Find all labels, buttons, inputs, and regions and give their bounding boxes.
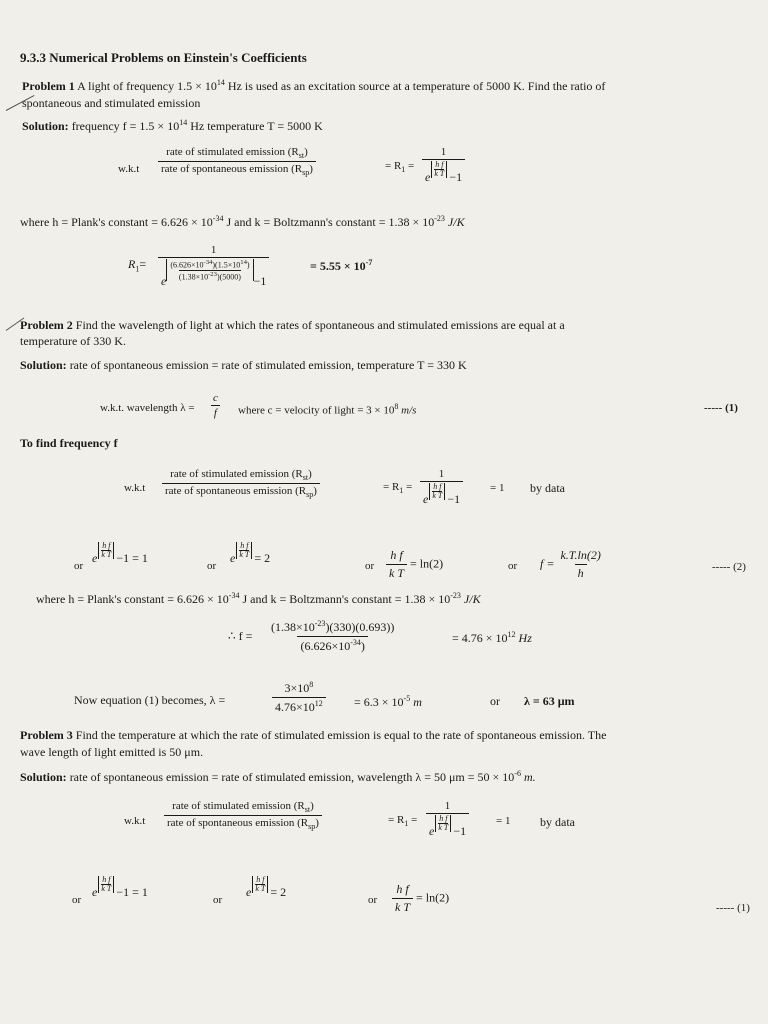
r1-equals-3: = $R_1$ = — [388, 814, 418, 829]
or-6: or — [72, 894, 82, 906]
equals-one-3: = 1 — [496, 815, 511, 827]
problem-3-label: Problem 3 — [20, 728, 73, 742]
exp-fraction-2: 1 e h f k T −1 — [420, 468, 463, 507]
hf-over-kt: $\frac{\text{h f}}{\text{k T}}$ = ln(2) — [386, 548, 443, 581]
exp-chain-2: e $\frac{\text{h f}}{\text{k T}}$ = 2 — [230, 541, 271, 565]
exp-fraction-1: 1 e h f k T −1 — [422, 146, 465, 185]
lambda-fraction: $\frac{3\times 10^8}{4.76\times 10^{12}}$ — [272, 680, 326, 715]
problem-3-solution: Solution: rate of spontaneous emission = rate of stimulated emission, wavelength λ = 50 $\mu m = 50 \times 10^{-6}$ m. — [20, 769, 536, 784]
exp-chain-1: e h f k T −1 = 1 — [92, 541, 148, 565]
problem-1-label: Problem 1 — [22, 79, 75, 93]
problem-2-label: Problem 2 — [20, 318, 73, 332]
hf-over-kt-3: $\frac{\text{h f}}{\text{k T}}$ = ln(2) — [392, 882, 449, 915]
problem-3-statement: Problem 3 Find the temperature at which the rate of stimulated emission is equal to the rate of spontaneous emission. The — [20, 728, 607, 742]
problem-2-solution: Solution: rate of spontaneous emission = rate of stimulated emission, temperature T = 330 K — [20, 358, 467, 372]
f-result: = $4.76 \times 10^{12}$ Hz — [452, 630, 532, 645]
f-formula: f = $\frac{k.T.\ln(2)}{h}$ — [540, 548, 601, 580]
exp-chain-3: e h f k T −1 = 1 — [92, 875, 148, 899]
r1-equals-2: = $R_1$ = — [383, 481, 413, 496]
problem-3-statement-cont: wave length of light emitted is 50 μm. — [20, 745, 204, 759]
section-heading: 9.3.3 Numerical Problems on Einstein's Coefficients — [20, 50, 307, 65]
equals-one: = 1 — [490, 482, 505, 494]
constants-line-1: where h = Plank's constant = $6.626 \times 10^{-34}$ J and k = Boltzmann's constant = $1.38 \times 10^{-23}$ J/K — [20, 214, 465, 229]
wavelength-relation: w.k.t. wavelength λ = — [100, 402, 195, 414]
exp-fraction-3: 1 e h f k T −1 — [426, 800, 469, 839]
problem-2-statement: Problem 2 Find the wavelength of light at which the rates of spontaneous and stimulated emissions are equal at a — [20, 318, 565, 332]
or-7: or — [213, 894, 223, 906]
r1-calc-label: $R_1=$ — [128, 257, 147, 274]
ratio-formula-2: $\frac{rate of stimulated emission (R_{st})}{rate of spontaneous emission (R_{sp})}$ — [162, 468, 320, 499]
problem-1-statement: Problem 1 A light of frequency $1.5 \times 10^{14}$ Hz is used as an excitation source at a temperature of 5000 K. Find the ratio of — [22, 78, 606, 93]
problem-1-solution: Solution: frequency $f = 1.5 \times 10^{14}$ Hz temperature T = 5000 K — [22, 118, 323, 133]
or-2: or — [207, 560, 217, 572]
problem-1-statement-cont: spontaneous and stimulated emission — [22, 96, 201, 110]
equation-number-1: ----- (1) — [704, 402, 738, 414]
lambda-result: = $6.3 \times 10^{-5}$ m — [354, 694, 422, 709]
by-data-label: by data — [530, 481, 565, 495]
or-5: or — [490, 694, 500, 708]
find-frequency-heading: To find frequency f — [20, 436, 118, 450]
or-8: or — [368, 894, 378, 906]
r1-result: = $5.55 \times 10^{-7}$ — [310, 258, 373, 273]
ratio-formula-3: $\frac{rate of stimulated emission (R_{st})}{rate of spontaneous emission (R_{sp})}$ — [164, 800, 322, 831]
equation-number-1b: ----- (1) — [716, 902, 750, 914]
constants-line-2: where h = Plank's constant = $6.626 \times 10^{-34}$ J and k = Boltzmann's constant = $1.38 \times 10^{-23}$ J/K — [36, 591, 481, 606]
wkt-label: w.k.t — [118, 163, 140, 175]
or-3: or — [365, 560, 375, 572]
exp-chain-4: e $\frac{\text{h f}}{\text{k T}}$ = 2 — [246, 875, 287, 899]
therefore-f: ∴ f = — [228, 629, 253, 643]
c-over-f: $\frac{c}{f}$ — [210, 392, 221, 419]
or-4: or — [508, 560, 518, 572]
velocity-of-light: where c = velocity of light = $3 \times 10^8$ m/s — [238, 402, 417, 417]
f-calc-fraction: $\frac{(1.38\times 10^{-23})(330)(0.693))}{(6.626\times 10^{-34})}$ — [271, 619, 395, 653]
ratio-formula-1: $\frac{rate of stimulated emission (R_{st})}{rate of spontaneous emission (R_{sp})}$ — [158, 146, 316, 177]
wkt-label-3: w.k.t — [124, 815, 146, 827]
r1-equals: = $R_1$ = — [385, 160, 415, 175]
by-data-label-3: by data — [540, 815, 575, 829]
equation-number-2: ----- (2) — [712, 561, 746, 573]
problem-2-statement-cont: temperature of 330 K. — [20, 334, 126, 348]
lambda-final: λ = 63 μm — [524, 694, 575, 708]
r1-calc-fraction: 1 e $(6.626\times 10^{-34})(1.5\times 10^{14})$ $(1.38\times 10^{-23})(5000)$ −1 — [158, 244, 269, 289]
now-equation: Now equation (1) becomes, λ = — [74, 693, 226, 707]
or-1: or — [74, 560, 84, 572]
wkt-label-2: w.k.t — [124, 482, 146, 494]
